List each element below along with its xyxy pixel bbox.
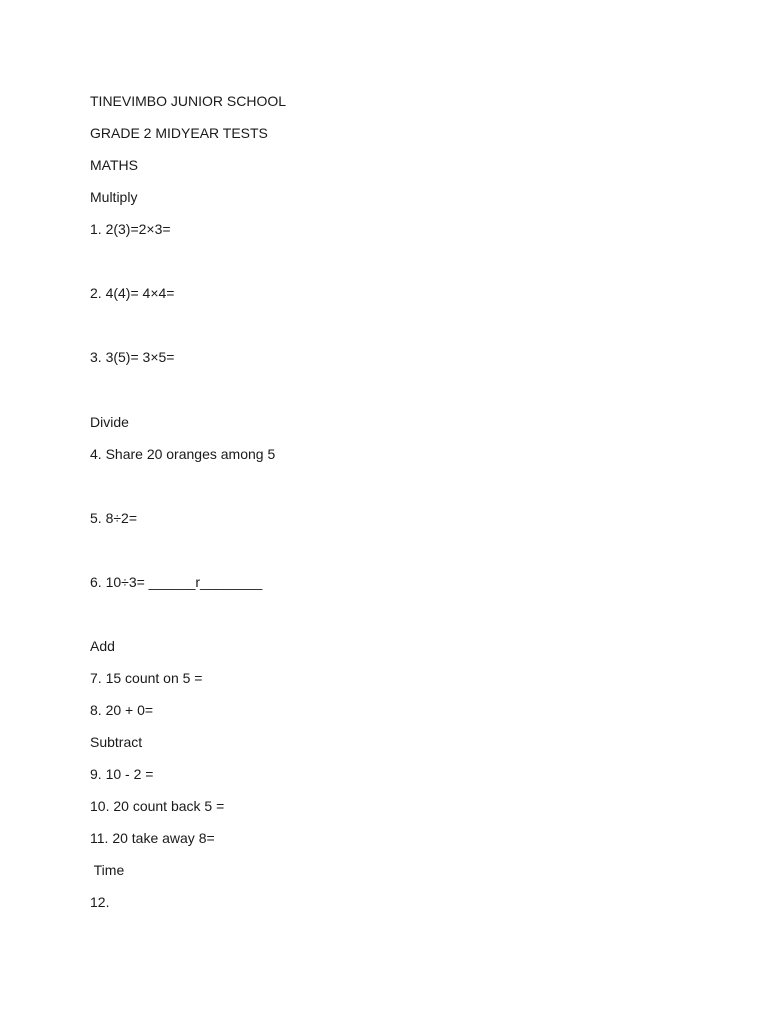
school-name: TINEVIMBO JUNIOR SCHOOL	[90, 93, 287, 109]
question-4: 4. Share 20 oranges among 5	[90, 446, 276, 462]
question-6: 6. 10÷3= ______r________	[90, 574, 263, 590]
question-11: 11. 20 take away 8=	[90, 830, 215, 846]
subject-title: MATHS	[90, 157, 138, 173]
question-7: 7. 15 count on 5 =	[90, 670, 203, 686]
section-heading-divide: Divide	[90, 414, 129, 430]
question-5: 5. 8÷2=	[90, 510, 137, 526]
section-heading-add: Add	[90, 638, 115, 654]
question-9: 9. 10 - 2 =	[90, 766, 154, 782]
question-8: 8. 20 + 0=	[90, 702, 154, 718]
section-heading-time: Time	[90, 862, 125, 878]
question-12: 12.	[90, 894, 110, 910]
question-1: 1. 2(3)=2×3=	[90, 221, 171, 237]
test-title: GRADE 2 MIDYEAR TESTS	[90, 125, 268, 141]
question-3: 3. 3(5)= 3×5=	[90, 349, 175, 365]
question-2: 2. 4(4)= 4×4=	[90, 285, 175, 301]
section-heading-subtract: Subtract	[90, 734, 143, 750]
question-10: 10. 20 count back 5 =	[90, 798, 225, 814]
section-heading-multiply: Multiply	[90, 189, 138, 205]
